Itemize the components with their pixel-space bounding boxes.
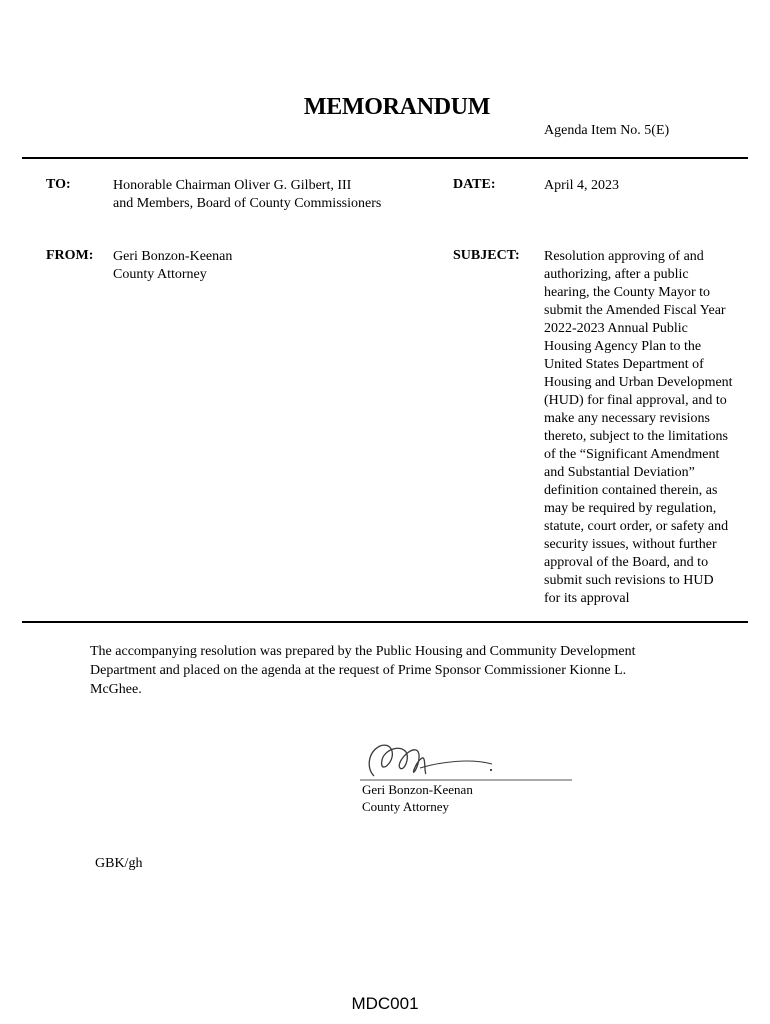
subject-line: submit such revisions to HUD	[544, 573, 714, 588]
to-label: TO:	[46, 177, 71, 192]
to-line-2: and Members, Board of County Commissioners	[113, 196, 382, 211]
subject-line: authorizing, after a public	[544, 267, 689, 282]
subject-line: statute, court order, or safety and	[544, 519, 729, 534]
subject-line: for its approval	[544, 591, 630, 606]
date-label: DATE:	[453, 177, 496, 192]
top-divider	[22, 157, 748, 159]
bottom-divider	[22, 621, 748, 623]
subject-line: submit the Amended Fiscal Year	[544, 303, 726, 318]
subject-line: 2022-2023 Annual Public	[544, 321, 688, 336]
body-line: McGhee.	[90, 682, 142, 697]
date-value: April 4, 2023	[544, 178, 620, 193]
subject-line: of the “Significant Amendment	[544, 447, 720, 462]
subject-line: make any necessary revisions	[544, 411, 710, 426]
signature-block	[362, 781, 473, 815]
subject-line: Housing Agency Plan to the	[544, 339, 702, 354]
to-recipient	[113, 177, 381, 213]
to-line-1: Honorable Chairman Oliver G. Gilbert, III	[113, 178, 352, 193]
subject-line: and Substantial Deviation”	[544, 465, 695, 480]
from-line-2: County Attorney	[113, 267, 207, 282]
body-line: Department and placed on the agenda at the request of Prime Sponsor Commissioner Kionne L.	[90, 663, 627, 678]
subject-label: SUBJECT:	[453, 248, 520, 263]
subject-line: Housing and Urban Development	[544, 375, 733, 390]
subject-line: (HUD) for final approval, and to	[544, 393, 727, 408]
subject-line: security issues, without further	[544, 537, 717, 552]
from-label: FROM:	[46, 248, 94, 263]
signer-title: County Attorney	[362, 799, 450, 814]
memo-title: MEMORANDUM	[303, 94, 491, 120]
subject-line: thereto, subject to the limitations	[544, 429, 728, 444]
body-line: The accompanying resolution was prepared by the Public Housing and Community Development	[90, 644, 636, 659]
from-line-1: Geri Bonzon-Keenan	[113, 249, 233, 264]
subject-text	[544, 248, 733, 608]
subject-line: hearing, the County Mayor to	[544, 285, 711, 300]
subject-line: Resolution approving of and	[544, 249, 704, 264]
signer-name: Geri Bonzon-Keenan	[362, 782, 473, 797]
subject-line: definition contained therein, as	[544, 483, 718, 498]
subject-line: may be required by regulation,	[544, 501, 717, 516]
subject-line: United States Department of	[544, 357, 704, 372]
body-paragraph	[90, 642, 700, 699]
agenda-item-number: Agenda Item No. 5(E)	[544, 123, 670, 138]
subject-line: approval of the Board, and to	[544, 555, 709, 570]
typist-initials: GBK/gh	[95, 856, 143, 871]
from-sender	[113, 248, 232, 284]
document-code: MDC001	[351, 994, 419, 1013]
